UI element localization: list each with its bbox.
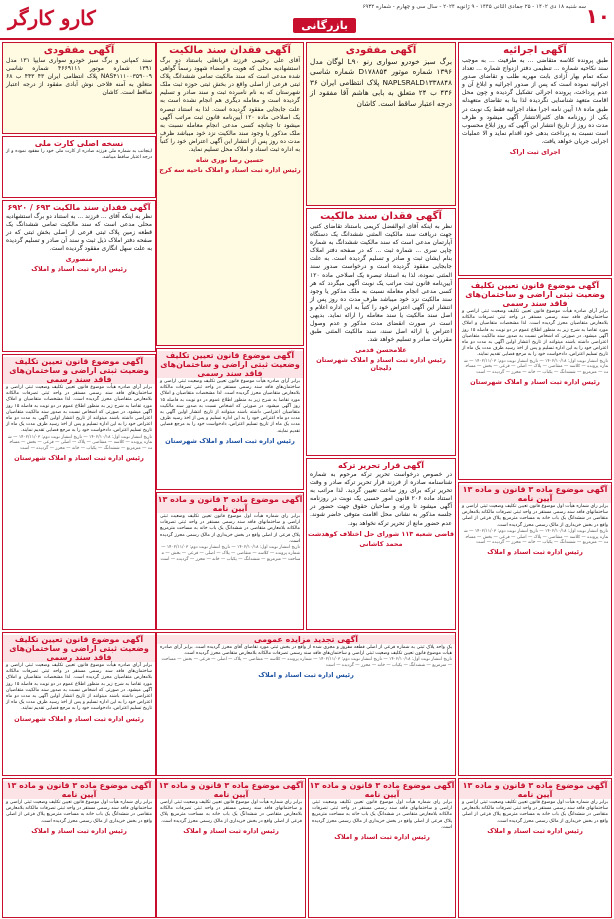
section-label: بازرگانی <box>293 18 356 33</box>
exec-notice-text: طبق پرونده کلاسه متقاضی ... به طرفیت ... به موجب سند نکاحیه شماره ... تنظیمی دفتر ازدواج شماره ... تعداد سکه تمام بهار آزادی بابت مهریه طلب و تقاضای صدور اجرائیه نموده است که پس از صدور اجرائیه و ابلاغ آن و عدم پرداخت، پرونده اجرائی تشکیل گردیده و چون محل اقامت متعهد شناسایی نگردیده لذا بنا به تقاضای متعهدله طبق ماده ۱۸ آیین نامه اجرا مفاد اجرائیه فقط یک نوبت در یکی از روزنامه های کثیرالانتشار آگهی میشود و ظرف مدت ده روز از تاریخ انتشار این آگهی که روز ابلاغ محسوب است نسبت به پرداخت بدهی خود اقدام نماید و الا عملیات اجرایی جریان خواهد یافت. <box>462 57 608 145</box>
footer-ad-4-title: آگهی موضوع ماده ۳ قانون و ماده ۱۳ آیین نامه <box>3 781 155 799</box>
bottom-center-filler: تاریخ انتشار نوبت اول: ۱۴۰۲/۱۰/۱۸ — تاریخ انتشار نوبت دوم: ۱۴۰۲/۱۱/۰۳ — شماره پرونده — کلاسه — متقاضی — پلاک — اصلی — فرعی — بخش — مساحت — مترمربع — ششدانگ — یکباب — خانه — محرز — گردیده — است <box>161 657 452 669</box>
correction-signer2: محمد کاشانی <box>359 539 403 548</box>
correction-text: در خصوص درخواست تحریر ترکه مرحوم به شماره شناسنامه صادره از فرزند قرار تحریر ترکه صادر و وقت تحریر ترکه برای روز ساعت تعیین گردید. لذا مراتب به استناد ماده ۲۰۶ قانون امور حسبی یک نوبت در روزنامه آگهی میشود تا ورثه و صاحبان حقوق جهت حضور در جلسه مذکور به نشانی محل اقامت متوفی حاضر شوند. عدم حضور مانع از تحریر ترکه نخواهد بود. <box>310 471 452 527</box>
right-notice-signer: رئیس اداره ثبت اسناد و املاک شهرستان <box>470 378 600 387</box>
bottom-left-ad <box>2 632 156 776</box>
footer-ad-3-title: آگهی موضوع ماده ۳ قانون و ماده ۱۳ آیین نامه <box>158 781 304 799</box>
footer-ad-2-text: برابر رای شماره هیأت اول موضوع قانون تعیین تکلیف وضعیت ثبتی اراضی و ساختمانهای فاقد سند رسمی مستقر در واحد ثبتی تصرفات مالکانه بلامعارض متقاضی در ششدانگ یک باب خانه به مساحت مترمربع پلاک فرعی از اصلی واقع در بخش خریداری از مالک رسمی محرز گردیده است. <box>312 800 452 830</box>
bottom-right-signer: رئیس اداره ثبت اسناد و املاک <box>487 548 583 557</box>
lost-center-text: برگ سبز خودرو سواری رنو L۹۰ لوگان مدل ۱۳۹۶ شماره موتور D۱۷۸۸۵۴ شماره شاسی NAPLSRALD۱۳۳۸۸۴۸ پلاک انتظامی ایران ۳۶ ۴۳۶ ب ۲۴ متعلق به بابی هاشم آقا مفقود از درجه اعتبار ساقط است. کاشان <box>310 57 452 108</box>
left-notice-ad <box>2 354 156 630</box>
left-notice-text: برابر آرای صادره هیأت موضوع قانون تعیین تکلیف وضعیت ثبتی اراضی و ساختمان‌های فاقد سند رسمی مستقر در واحد ثبتی تصرفات مالکانه بلامعارض متقاضیان محرز گردیده است. لذا مشخصات متقاضیان و املاک مورد تقاضا به شرح زیر به منظور اطلاع عموم در دو نوبت به فاصله ۱۵ روز آگهی میشود. در صورتی که اشخاص نسبت به صدور سند مالکیت متقاضیان اعتراضی داشته باشند میتوانند از تاریخ انتشار اولین آگهی به مدت دو ماه اعتراض خود را به این اداره تسلیم و پس از اخذ رسید ظرف مدت یک ماه از تاریخ تسلیم اعتراض، دادخواست خود را به مرجع قضایی تقدیم نمایند. <box>6 385 152 434</box>
right-notice-ad <box>458 278 612 480</box>
ownership-center-text: نظر به اینکه آقای ابوالفضل کریمی باستناد تقاضای کتبی جهت دریافت سند مالکیت المثنی ششدانگ یک دستگاه آپارتمان مدعی است که سند مالکیت ششدانگ به شماره چاپی سری ... شماره ثبت ... که در صفحه دفتر املاک بنام ایشان ثبت و صادر و تسلیم گردیده است. به علت جابجایی مفقود گردیده است و درخواست صدور سند المثنی نموده، لذا به استناد تبصره یک اصلاحی ماده ۱۲۰ آیین‌نامه قانون ثبت مراتب یک نوبت آگهی میگردد که هر کسی مدعی انجام معامله نسبت به ملک مذکور یا وجود سند مالکیت نزد خود میباشد ظرف مدت ده روز پس از انتشار این آگهی اعتراض خود را کتباً به این اداره اعلام و اصل سند مالکیت یا سند معامله را ارائه نماید. بدیهی است در صورت انقضای مدت مذکور و عدم وصول اعتراض یا ارائه اصل سند، سند مالکیت المثنی طبق مقررات صادر و تسلیم خواهد شد. <box>310 223 452 344</box>
footer-ad-2-signer: رئیس اداره ثبت اسناد و املاک <box>334 833 430 842</box>
footer-ad-1 <box>458 778 612 918</box>
bottom-right-text: برابر رای شماره هیأت اول موضوع قانون تعیین تکلیف وضعیت ثبتی اراضی و ساختمانهای فاقد سند رسمی مستقر در واحد ثبتی تصرفات مالکانه بلامعارض متقاضی در ششدانگ یک باب خانه به مساحت مترمربع پلاک فرعی از اصلی واقع در بخش خریداری از مالک رسمی محرز گردیده است. <box>462 504 608 528</box>
right-notice-text: برابر آرای صادره هیأت موضوع قانون تعیین تکلیف وضعیت ثبتی اراضی و ساختمان‌های فاقد سند رسمی مستقر در واحد ثبتی تصرفات مالکانه بلامعارض متقاضیان محرز گردیده است. لذا مشخصات متقاضیان و املاک مورد تقاضا به شرح زیر به منظور اطلاع عموم در دو نوبت به فاصله ۱۵ روز آگهی میشود. در صورتی که اشخاص نسبت به صدور سند مالکیت متقاضیان اعتراضی داشته باشند میتوانند از تاریخ انتشار اولین آگهی به مدت دو ماه اعتراض خود را به این اداره تسلیم و پس از اخذ رسید ظرف مدت یک ماه از تاریخ تسلیم اعتراض، دادخواست خود را به مرجع قضایی تقدیم نمایند. <box>462 309 608 358</box>
footer-ad-1-text: برابر رای شماره هیأت اول موضوع قانون تعیین تکلیف وضعیت ثبتی اراضی و ساختمانهای فاقد سند رسمی مستقر در واحد ثبتی تصرفات مالکانه بلامعارض متقاضی در ششدانگ یک باب خانه به مساحت مترمربع پلاک فرعی از اصلی واقع در بخش خریداری از مالک رسمی محرز گردیده است. <box>462 800 608 824</box>
correction-title: آگهی قرار تحریر ترکه <box>338 461 424 470</box>
page-number: ۱۰ <box>585 4 610 28</box>
midleft-filler-list: تاریخ انتشار نوبت اول: ۱۴۰۲/۱۰/۱۸ — تاریخ انتشار نوبت دوم: ۱۴۰۲/۱۱/۰۳ — شماره پرونده — کلاسه — متقاضی — پلاک — اصلی — فرعی — بخش — مساحت — مترمربع — ششدانگ — یکباب — خانه — محرز — گردیده — است <box>160 545 300 562</box>
exec-notice-office: اجرای ثبت اراک <box>509 148 561 157</box>
ownership-center-signer: غلامحسن قدمی <box>355 346 407 355</box>
footer-ad-2 <box>308 778 456 918</box>
bottom-left-title: آگهی موضوع قانون تعیین تکلیف وضعیت ثبتی اراضی و ساختمان‌های فاقد سند رسمی <box>3 635 155 662</box>
ownership-right-ad <box>156 42 304 346</box>
ownership-doc-text: نظر به اینکه آقای ... فرزند ... به استناد دو برگ استشهادیه محلی مدعی است که سند مالکیت تمامی ششدانگ یک قطعه زمین پلاک ثبتی فرعی از اصلی بخش ثبتی که در صفحه دفتر املاک ذیل ثبت و سند آن صادر و تسلیم گردیده به علت سهل انگاری مفقود گردیده است. <box>6 213 152 253</box>
bottom-center-title: آگهی تجدید مزایده عمومی <box>157 635 455 644</box>
exec-notice-title: آگهی اجرائیه <box>503 45 567 56</box>
nationalid-ad <box>2 136 156 198</box>
footer-ad-1-signer: رئیس اداره ثبت اسناد و املاک <box>487 826 583 835</box>
footer-ad-3-text: برابر رای شماره هیأت اول موضوع قانون تعیین تکلیف وضعیت ثبتی اراضی و ساختمانهای فاقد سند رسمی مستقر در واحد ثبتی تصرفات مالکانه بلامعارض متقاضی در ششدانگ یک باب خانه به مساحت مترمربع پلاک فرعی از اصلی واقع در بخش خریداری از مالک رسمی محرز گردیده است. <box>160 800 302 824</box>
midleft-filler-title: آگهی موضوع ماده ۳ قانون و ماده ۱۳ آیین نامه <box>157 495 303 513</box>
brand-logo: کارو کارگر <box>8 6 96 30</box>
correction-ad <box>306 458 456 630</box>
lost-right-ad <box>2 42 156 134</box>
mid-notice-text: برابر آرای صادره هیأت موضوع قانون تعیین تکلیف وضعیت ثبتی اراضی و ساختمان‌های فاقد سند رسمی مستقر در واحد ثبتی تصرفات مالکانه بلامعارض متقاضیان محرز گردیده است. لذا مشخصات متقاضیان و املاک مورد تقاضا به شرح زیر به منظور اطلاع عموم در دو نوبت به فاصله ۱۵ روز آگهی میشود. در صورتی که اشخاص نسبت به صدور سند مالکیت متقاضیان اعتراضی داشته باشند میتوانند از تاریخ انتشار اولین آگهی به مدت دو ماه اعتراض خود را به این اداره تسلیم و پس از اخذ رسید ظرف مدت یک ماه از تاریخ تسلیم اعتراض، دادخواست خود را به مرجع قضایی تقدیم نمایند. <box>160 379 300 434</box>
nationalid-title: نسخه اصلی کارت ملی <box>34 139 124 148</box>
mid-notice-title: آگهی موضوع قانون تعیین تکلیف وضعیت ثبتی اراضی و ساختمان‌های فاقد سند رسمی <box>157 351 303 378</box>
footer-ad-1-title: آگهی موضوع ماده ۳ قانون و ماده ۱۳ آیین نامه <box>459 781 611 799</box>
page-header <box>0 0 614 40</box>
ownership-center-ad <box>306 208 456 456</box>
lost-right-title: آگهی مفقودی <box>43 45 115 56</box>
left-notice-filler: تاریخ انتشار نوبت اول: ۱۴۰۲/۱۰/۱۸ — تاریخ انتشار نوبت دوم: ۱۴۰۲/۱۱/۰۳ — شماره پرونده — کلاسه — متقاضی — پلاک — اصلی — فرعی — بخش — مساحت — مترمربع — ششدانگ — یکباب — خانه — محرز — گردیده — است <box>8 434 152 452</box>
ownership-right-text: آقای علی رحیمی فرزند قربانعلی باستناد دو برگ استشهادیه محلی که هویت و امضاء شهود رسماً گواهی شده مدعی است که سند مالکیت تمامی ششدانگ پلاک ثبتی فرعی از اصلی واقع در بخش ثبتی حوزه ثبت ملک شهرستان که به نام نامبرده ثبت و سند صادر و تسلیم گردیده است و معامله دیگری هم انجام نشده است به علت جابجایی مفقود گردیده است. لذا به استناد تبصره یک اصلاحی ماده ۱۲۰ آیین‌نامه قانون ثبت مراتب آگهی میشود تا چنانچه کسی مدعی انجام معامله نسبت به ملک مذکور یا وجود سند مالکیت نزد خود میباشد ظرف مدت ده روز پس از انتشار این آگهی اعتراض خود را کتباً به اداره ثبت اسناد و املاک محل تسلیم نماید. <box>160 57 301 154</box>
ownership-right-signer: حسین رضا نوری شاه <box>196 156 264 165</box>
footer-ad-4-signer: رئیس اداره ثبت اسناد و املاک <box>31 826 127 835</box>
ownership-doc-ad <box>2 200 156 352</box>
right-notice-title: آگهی موضوع قانون تعیین تکلیف وضعیت ثبتی اراضی و ساختمان‌های فاقد سند رسمی <box>465 281 605 308</box>
mid-notice-ad <box>156 348 304 490</box>
bottom-right-title: آگهی موضوع ماده ۳ قانون و ماده ۱۳ آیین نامه <box>459 485 611 503</box>
mid-notice-signer: رئیس اداره ثبت اسناد و املاک شهرستان <box>165 436 295 445</box>
footer-ad-4 <box>2 778 156 918</box>
ownership-right-office: رئیس اداره ثبت اسناد و املاک ناحیه سه کرج <box>159 166 301 175</box>
footer-ad-2-title: آگهی موضوع ماده ۳ قانون و ماده ۱۳ آیین نامه <box>309 781 455 799</box>
lost-right-text: سند کمپانی و برگ سبز خودرو سواری سایپا ۱۳۱ مدل ۱۳۹۱ شماره موتور ۴۶۶۹۱۱۱ شماره شاسی NAS۴۱۱۱۰۰۳۵۹۰۰۹ پلاک انتظامی ایران ۴۳ ۴۴۳ ب ۶۸ متعلق به آمنه فلاحی نوش آبادی مفقود از درجه اعتبار ساقط است. کاشان <box>6 57 152 97</box>
ownership-center-office: رئیس اداره ثبت اسناد و املاک شهرستان دلیجان <box>316 356 446 373</box>
bottom-center-ad <box>156 632 456 776</box>
bottom-right-ad <box>458 482 612 776</box>
exec-notice-ad <box>458 42 612 276</box>
ownership-doc-title: آگهی فقدان سند مالکیت ۶۹۳ / ۶۹۲۰ <box>7 203 151 212</box>
footer-ad-4-text: برابر رای شماره هیأت اول موضوع قانون تعیین تکلیف وضعیت ثبتی اراضی و ساختمانهای فاقد سند رسمی مستقر در واحد ثبتی تصرفات مالکانه بلامعارض متقاضی در ششدانگ یک باب خانه به مساحت مترمربع پلاک فرعی از اصلی واقع در بخش خریداری از مالک رسمی محرز گردیده است. <box>6 800 152 824</box>
midleft-filler-text: برابر رای شماره هیأت اول موضوع قانون تعیین تکلیف وضعیت ثبتی اراضی و ساختمانهای فاقد سند رسمی مستقر در واحد ثبتی تصرفات مالکانه بلامعارض متقاضی در ششدانگ یک باب خانه به مساحت مترمربع پلاک فرعی از اصلی واقع در بخش خریداری از مالک رسمی محرز گردیده است. <box>160 514 300 544</box>
right-notice-filler: تاریخ انتشار نوبت اول: ۱۴۰۲/۱۰/۱۸ — تاریخ انتشار نوبت دوم: ۱۴۰۲/۱۱/۰۳ — شماره پرونده — کلاسه — متقاضی — پلاک — اصلی — فرعی — بخش — مساحت — مترمربع — ششدانگ — یکباب — خانه — محرز — گردیده — است <box>464 358 608 376</box>
bottom-right-filler: تاریخ انتشار نوبت اول: ۱۴۰۲/۱۰/۱۸ — تاریخ انتشار نوبت دوم: ۱۴۰۲/۱۱/۰۳ — شماره پرونده — کلاسه — متقاضی — پلاک — اصلی — فرعی — بخش — مساحت — مترمربع — ششدانگ — یکباب — خانه — محرز — گردیده — است <box>464 528 608 546</box>
bottom-left-signer: رئیس اداره ثبت اسناد و املاک شهرستان <box>14 714 144 723</box>
ownership-doc-office: رئیس اداره ثبت اسناد و املاک <box>31 265 127 274</box>
bottom-left-text: برابر آرای صادره هیأت موضوع قانون تعیین تکلیف وضعیت ثبتی اراضی و ساختمان‌های فاقد سند رسمی مستقر در واحد ثبتی تصرفات مالکانه بلامعارض متقاضیان محرز گردیده است. لذا مشخصات متقاضیان و املاک مورد تقاضا به شرح زیر به منظور اطلاع عموم در دو نوبت به فاصله ۱۵ روز آگهی میشود. در صورتی که اشخاص نسبت به صدور سند مالکیت متقاضیان اعتراضی داشته باشند میتوانند از تاریخ انتشار اولین آگهی به مدت دو ماه اعتراض خود را به این اداره تسلیم و پس از اخذ رسید ظرف مدت یک ماه از تاریخ تسلیم اعتراض، دادخواست خود را به مرجع قضایی تقدیم نمایند. <box>6 663 152 712</box>
bottom-center-text: یک واحد پلاک ثبتی به شماره فرعی از اصلی قطعه مفروز و مجزی شده از واقع در بخش ثبتی مورد تقاضای آقای محرز گردیده است. برابر آرای صادره هیأت موضوع قانون تعیین تکلیف وضعیت ثبتی اراضی و ساختمان‌های فاقد سند رسمی تصرفات مالکانه بلامعارض متقاضی محرز گردیده است. <box>160 645 452 657</box>
lost-center-ad <box>306 42 456 206</box>
left-notice-title: آگهی موضوع قانون تعیین تکلیف وضعیت ثبتی اراضی و ساختمان‌های فاقد سند رسمی <box>3 357 155 384</box>
dateline: سه شنبه ۱۸ دی ۱۴۰۲ - ۲۵ جمادی الثانی ۱۴۴۵ - ۹ ژانویه ۲۰۲۴ - سال سی و چهارم - شماره ۶۹۳۲ <box>362 4 586 10</box>
ownership-right-title: آگهی فقدان سند مالکیت <box>169 45 291 56</box>
ownership-center-title: آگهی فقدان سند مالکیت <box>320 211 442 222</box>
footer-ad-3-signer: رئیس اداره ثبت اسناد و املاک <box>183 826 279 835</box>
nationalid-text: اینجانب به شماره ملی فرزند صادره از کارت ملی خود را مفقود نموده و از درجه اعتبار ساقط میباشد. <box>6 149 152 161</box>
ownership-doc-signer: منصوری <box>65 255 93 264</box>
bottom-center-signer: رئیس اداره ثبت اسناد و املاک <box>258 671 354 679</box>
footer-ad-3 <box>156 778 306 918</box>
left-notice-signer: رئیس اداره ثبت اسناد و املاک شهرستان <box>14 454 144 463</box>
correction-signer: قاضی شعبه ۱۱۳ شورای حل اختلاف کوهدشت <box>307 529 455 538</box>
midleft-filler-ad <box>156 492 304 630</box>
lost-center-title: آگهی مفقودی <box>345 45 417 56</box>
